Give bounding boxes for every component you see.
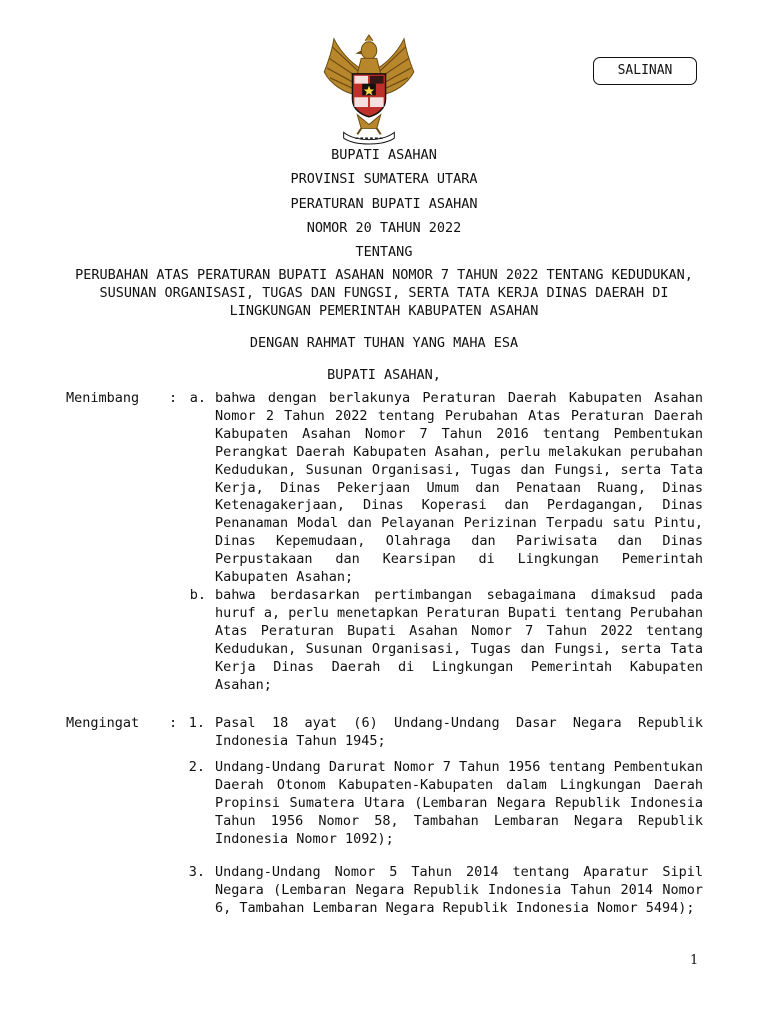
mengingat-marker-1: 1. [188, 715, 205, 731]
bupati-line: BUPATI ASAHAN, [327, 367, 441, 383]
menimbang-item-a: bahwa dengan berlakunya Peraturan Daerah Kabupaten Asahan Nomor 2 Tahun 2022 tentang Perubahan Atas Peraturan Daerah Kabupaten Asahan Nomor 7 Tahun 2016 tentang Pembentukan Perangkat Daerah Kabupaten Asahan, perlu melakukan perubahan Kedudukan, Susunan Organisasi, Tugas dan Fungsi, serta Tata Kerja, Dinas Pekerjaan Umum dan Penataan Ruang, Dinas Ketenagakerjaan, Dinas Koperasi dan Perdagangan, Dinas Penanaman Modal dan Pelayanan Perizinan Terpadu satu Pintu, Dinas Kepemudaan, Olahraga dan Pariwisata dan Dinas Perpustakaan dan Kearsipan di Lingkungan Pemerintah Kabupaten Asahan; [215, 390, 703, 586]
rahmat-line: DENGAN RAHMAT TUHAN YANG MAHA ESA [249, 335, 519, 351]
mengingat-label: Mengingat [66, 715, 140, 731]
mengingat-item-1: Pasal 18 ayat (6) Undang-Undang Dasar Negara Republik Indonesia Tahun 1945; [215, 715, 703, 749]
garuda-emblem-icon [320, 33, 418, 145]
header-bupati: BUPATI ASAHAN [331, 147, 437, 163]
menimbang-marker-a: a. [189, 390, 206, 406]
menimbang-colon: : [169, 390, 178, 406]
menimbang-label: Menimbang [66, 390, 140, 406]
mengingat-item-3: Undang-Undang Nomor 5 Tahun 2014 tentang Aparatur Sipil Negara (Lembaran Negara Republik Indonesia Tahun 2014 Nomor 6, Tambahan Lembaran Negara Republik Indonesia Nomor 5494); [215, 864, 703, 916]
header-peraturan: PERATURAN BUPATI ASAHAN [290, 196, 478, 212]
header-nomor: NOMOR 20 TAHUN 2022 [306, 220, 462, 236]
mengingat-marker-3: 3. [188, 864, 205, 880]
mengingat-item-2: Undang-Undang Darurat Nomor 7 Tahun 1956 tentang Pembentukan Daerah Otonom Kabupaten-Kabupaten dalam Lingkungan Daerah Propinsi Sumatera Utara (Lembaran Negara Republik Indonesia Tahun 1956 Nomor 58, Tambahan Lembaran Negara Republik Indonesia Nomor 1092); [215, 759, 703, 847]
header-tentang: TENTANG [355, 244, 413, 260]
salinan-stamp: SALINAN [593, 57, 697, 85]
header-provinsi: PROVINSI SUMATERA UTARA [290, 171, 478, 187]
menimbang-marker-b: b. [189, 587, 206, 603]
regulation-title: PERUBAHAN ATAS PERATURAN BUPATI ASAHAN NOMOR 7 TAHUN 2022 TENTANG KEDUDUKAN, SUSUNAN ORGANISASI, TUGAS DAN FUNGSI, SERTA TATA KERJA DINAS DAERAH DI LINGKUNGAN PEMERINTAH KABUPATEN ASAHAN [75, 267, 693, 319]
mengingat-colon: : [169, 715, 178, 731]
mengingat-marker-2: 2. [188, 759, 205, 775]
page-number: 1 [690, 953, 699, 968]
menimbang-item-b: bahwa berdasarkan pertimbangan sebagaimana dimaksud pada huruf a, perlu menetapkan Peraturan Bupati tentang Perubahan Atas Peraturan Bupati Asahan Nomor 7 Tahun 2022 tentang Kedudukan, Susunan Organisasi, Tugas dan Fungsi, serta Tata Kerja Dinas Daerah di Lingkungan Pemerintah Kabupaten Asahan; [215, 587, 703, 693]
